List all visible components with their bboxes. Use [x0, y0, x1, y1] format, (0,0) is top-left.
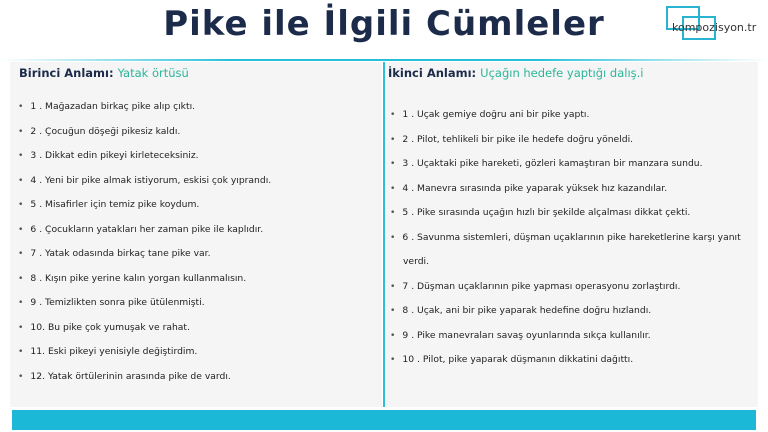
list-item: • 1 . Uçak gemiye doğru ani bir pike yaptı. [390, 108, 741, 133]
list-item: • 9 . Temizlikten sonra pike ütülenmişti. [18, 296, 271, 321]
second-meaning-heading [388, 66, 644, 80]
list-item: • 1 . Mağazadan birkaç pike alıp çıktı. [18, 100, 271, 125]
heading-label: İkinci Anlamı: [388, 66, 477, 80]
sentence-list [18, 100, 271, 394]
list-item: • 4 . Yeni bir pike almak istiyorum, eskisi çok yıprandı. [18, 174, 271, 199]
list-item: • 2 . Çocuğun döşeği pikesiz kaldı. [18, 125, 271, 150]
list-item: • 11. Eski pikeyi yenisiyle değiştirdim. [18, 345, 271, 370]
header-divider [0, 59, 768, 61]
heading-label: Birinci Anlamı: [19, 66, 114, 80]
column-divider [383, 62, 385, 407]
list-item: • 8 . Kışın pike yerine kalın yorgan kullanmalısın. [18, 272, 271, 297]
list-item: • 5 . Misafirler için temiz pike koydum. [18, 198, 271, 223]
footer-bar [12, 410, 756, 430]
list-item: • 12. Yatak örtülerinin arasında pike de vardı. [18, 370, 271, 395]
list-item: • 5 . Pike sırasında uçağın hızlı bir şekilde alçalması dikkat çekti. [390, 206, 741, 231]
page-title: Pike ile İlgili Cümleler [163, 4, 605, 44]
list-item: • 7 . Yatak odasında birkaç tane pike var. [18, 247, 271, 272]
list-item: • 6 . Çocukların yatakları her zaman pike ile kaplıdır. [18, 223, 271, 248]
list-item: • 10. Bu pike çok yumuşak ve rahat. [18, 321, 271, 346]
logo-text: kompozisyon.tr [672, 21, 757, 34]
list-item: • 4 . Manevra sırasında pike yaparak yüksek hız kazandılar. [390, 182, 741, 207]
list-item: • 3 . Dikkat edin pikeyi kirleteceksiniz. [18, 149, 271, 174]
list-item-continuation: verdi. [403, 256, 430, 267]
list-item: • 10 . Pilot, pike yaparak düşmanın dikkatini dağıttı. [390, 353, 741, 378]
list-item: • 2 . Pilot, tehlikeli bir pike ile hedefe doğru yöneldi. [390, 133, 741, 158]
list-item: • 7 . Düşman uçaklarının pike yapması operasyonu zorlaştırdı. [390, 280, 741, 305]
first-meaning-heading [19, 66, 189, 80]
list-item: • 8 . Uçak, ani bir pike yaparak hedefine doğru hızlandı. [390, 304, 741, 329]
heading-meaning: Yatak örtüsü [117, 66, 189, 80]
second-meaning-panel [386, 62, 758, 407]
first-meaning-panel [10, 62, 382, 407]
list-item: • 3 . Uçaktaki pike hareketi, gözleri kamaştıran bir manzara sundu. [390, 157, 741, 182]
sentence-list [390, 108, 741, 378]
heading-meaning: Uçağın hedefe yaptığı dalış.i [480, 66, 644, 80]
list-item: • 9 . Pike manevraları savaş oyunlarında sıkça kullanılır. [390, 329, 741, 354]
list-item: • 6 . Savunma sistemleri, düşman uçaklarının pike hareketlerine karşı yanıt [390, 231, 741, 256]
logo [664, 4, 764, 52]
